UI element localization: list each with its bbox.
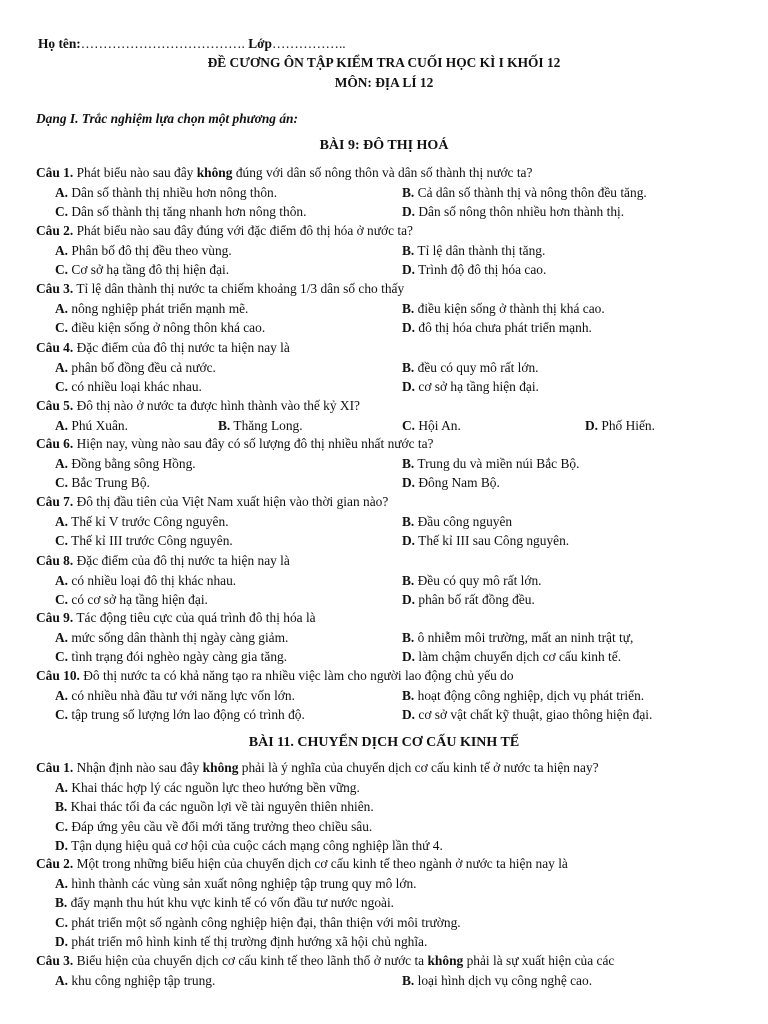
option-letter: B. xyxy=(218,417,231,433)
option-letter: C. xyxy=(55,262,69,277)
option-letter: B. xyxy=(55,895,68,910)
lesson9-q2-option-c xyxy=(55,262,229,278)
option-letter: A. xyxy=(55,184,69,200)
option-letter: B. xyxy=(402,300,415,316)
option-letter: A. xyxy=(55,417,69,433)
option-text: đẩy mạnh thu hút khu vực kinh tế có vốn đầu tư nước ngoài. xyxy=(70,895,395,910)
option-letter: B. xyxy=(55,799,68,814)
option-letter: A. xyxy=(55,687,69,703)
option-text: nông nghiệp phát triển mạnh mẽ. xyxy=(71,300,249,316)
option-text: Đầu công nguyên xyxy=(417,513,513,529)
question-text: Phát biểu nào sau đây xyxy=(76,165,194,180)
option-text: Tỉ lệ dân thành thị tăng. xyxy=(417,242,546,258)
lesson9-question-6 xyxy=(36,436,736,452)
lesson9-q6-option-b xyxy=(402,456,579,472)
lesson9-q9-option-b xyxy=(402,630,633,646)
option-letter: C. xyxy=(55,707,69,722)
option-letter: B. xyxy=(402,455,415,471)
question-text: Tỉ lệ dân thành thị nước ta chiếm khoảng 1/3 dân số cho thấy xyxy=(76,281,405,296)
question-text: Phát biểu nào sau đây đúng với đặc điểm đô thị hóa ở nước ta? xyxy=(76,223,413,238)
option-text: Tận dụng hiệu quả cơ hội của cuộc cách mạng công nghiệp lần thứ 4. xyxy=(71,838,443,853)
option-letter: D. xyxy=(402,320,416,335)
option-text: điều kiện sống ở nông thôn khá cao. xyxy=(71,320,266,335)
lesson9-q7-option-c xyxy=(55,533,233,549)
student-info-line xyxy=(38,36,346,52)
lesson9-q3-option-d xyxy=(402,320,592,336)
lesson9-q5-option-d xyxy=(585,418,655,434)
option-letter: A. xyxy=(55,513,69,529)
question-number: Câu 3. xyxy=(36,953,74,968)
option-letter: B. xyxy=(402,513,415,529)
option-text: Trình độ đô thị hóa cao. xyxy=(418,262,547,277)
option-letter: C. xyxy=(402,417,416,433)
question-text-rest: đúng với dân số nông thôn và dân số thành thị nước ta? xyxy=(235,165,533,180)
option-letter: A. xyxy=(55,779,69,795)
question-text: Biểu hiện của chuyển dịch cơ cấu kinh tế theo lãnh thổ ở nước ta xyxy=(76,953,425,968)
option-text: có cơ sở hạ tầng hiện đại. xyxy=(71,592,208,607)
lesson9-question-5 xyxy=(36,398,736,414)
question-text: Đặc điểm của đô thị nước ta hiện nay là xyxy=(76,340,290,355)
lesson9-question-10 xyxy=(36,668,736,684)
option-letter: A. xyxy=(55,572,69,588)
option-text: khu công nghiệp tập trung. xyxy=(71,972,216,988)
section-type: Dạng I. Trắc nghiệm lựa chọn một phương án: xyxy=(36,111,298,126)
lesson11-q1-option-c xyxy=(55,819,372,835)
question-number: Câu 10. xyxy=(36,668,80,683)
lesson11-q3-option-a xyxy=(55,973,215,989)
option-text: có nhiều loại đô thị khác nhau. xyxy=(71,572,237,588)
lesson11-q1-option-d xyxy=(55,838,443,854)
question-text: Đô thị nước ta có khả năng tạo ra nhiều việc làm cho người lao động chủ yếu do xyxy=(83,668,514,683)
question-text: Hiện nay, vùng nào sau đây có số lượng đô thị nhiều nhất nước ta? xyxy=(76,436,434,451)
option-text: phát triển mô hình kinh tế thị trường định hướng xã hội chủ nghĩa. xyxy=(71,934,428,949)
doc-subject: MÔN: ĐỊA LÍ 12 xyxy=(334,75,434,90)
lesson9-question-7 xyxy=(36,494,736,510)
option-letter: C. xyxy=(55,649,69,664)
option-text: Đông Nam Bộ. xyxy=(418,475,500,490)
lesson9-q10-option-b xyxy=(402,688,644,704)
option-letter: C. xyxy=(55,475,69,490)
option-text: Hội An. xyxy=(418,417,461,433)
lesson9-q1-option-b xyxy=(402,185,647,201)
option-letter: D. xyxy=(402,592,416,607)
lesson9-question-1 xyxy=(36,165,736,181)
question-number: Câu 4. xyxy=(36,340,74,355)
class-label: Lớp xyxy=(248,36,272,51)
option-text: Thế kỉ III sau Công nguyên. xyxy=(418,533,570,548)
option-text: cơ sở vật chất kỹ thuật, giao thông hiện đại. xyxy=(418,707,653,722)
lesson9-question-2 xyxy=(36,223,736,239)
lesson11-question-3 xyxy=(36,953,736,969)
lesson9-title: BÀI 9: ĐÔ THỊ HOÁ xyxy=(319,138,449,153)
option-letter: D. xyxy=(402,533,416,548)
question-number: Câu 1. xyxy=(36,165,74,180)
lesson11-q3-option-b xyxy=(402,973,592,989)
option-letter: B. xyxy=(402,629,415,645)
lesson11-q2-option-a xyxy=(55,876,417,892)
option-text: Dân số nông thôn nhiều hơn thành thị. xyxy=(418,204,625,219)
option-letter: D. xyxy=(402,204,416,219)
option-text: có nhiều loại khác nhau. xyxy=(71,379,202,394)
option-letter: D. xyxy=(55,934,69,949)
lesson11-question-1 xyxy=(36,760,736,776)
lesson9-q2-option-d xyxy=(402,262,546,278)
question-text: Một trong những biểu hiện của chuyển dịch cơ cấu kinh tế theo ngành ở nước ta hiện nay là xyxy=(76,856,568,871)
lesson9-question-9 xyxy=(36,610,736,626)
lesson9-q2-option-b xyxy=(402,243,545,259)
option-text: Phố Hiến. xyxy=(601,417,655,433)
lesson9-q3-option-b xyxy=(402,301,605,317)
option-letter: D. xyxy=(402,475,416,490)
question-text: Nhận định nào sau đây xyxy=(76,760,200,775)
lesson9-q10-option-c xyxy=(55,707,305,723)
option-letter: D. xyxy=(585,417,599,433)
option-letter: B. xyxy=(402,572,415,588)
option-text: Cả dân số thành thị và nông thôn đều tăng. xyxy=(417,184,647,200)
lesson9-q9-option-d xyxy=(402,649,621,665)
lesson9-q1-option-a xyxy=(55,185,277,201)
lesson11-question-2 xyxy=(36,856,736,872)
lesson9-q3-option-a xyxy=(55,301,248,317)
question-text: Đô thị nào ở nước ta được hình thành vào thế kỷ XI? xyxy=(76,398,360,413)
lesson11-q2-option-b xyxy=(55,895,394,911)
question-number: Câu 7. xyxy=(36,494,74,509)
lesson9-q8-option-a xyxy=(55,573,236,589)
option-text: có nhiều nhà đầu tư với năng lực vốn lớn. xyxy=(71,687,295,703)
lesson9-q8-option-d xyxy=(402,592,535,608)
option-letter: A. xyxy=(55,455,69,471)
question-number: Câu 8. xyxy=(36,553,74,568)
option-letter: B. xyxy=(402,242,415,258)
question-number: Câu 2. xyxy=(36,223,74,238)
option-text: Đều có quy mô rất lớn. xyxy=(417,572,542,588)
option-letter: B. xyxy=(402,184,415,200)
doc-title: ĐỀ CƯƠNG ÔN TẬP KIỂM TRA CUỐI HỌC KÌ I KHỐI 12 xyxy=(207,55,561,70)
option-text: Đáp ứng yêu cầu về đổi mới tăng trưởng theo chiều sâu. xyxy=(71,818,373,834)
lesson9-q9-option-a xyxy=(55,630,288,646)
option-letter: A. xyxy=(55,972,69,988)
question-number: Câu 6. xyxy=(36,436,74,451)
option-text: đô thị hóa chưa phát triển mạnh. xyxy=(418,320,592,335)
lesson9-q5-option-c xyxy=(402,418,461,434)
lesson9-q6-option-c xyxy=(55,475,150,491)
question-text-rest: phải là sự xuất hiện của các xyxy=(466,953,615,968)
option-text: điều kiện sống ở thành thị khá cao. xyxy=(417,300,605,316)
option-letter: D. xyxy=(55,838,69,853)
option-text: Đồng bằng sông Hồng. xyxy=(71,455,196,471)
name-blank: ………………………………. xyxy=(80,36,245,51)
question-keyword: không xyxy=(202,760,239,775)
option-text: tình trạng đói nghèo ngày càng gia tăng. xyxy=(71,649,288,664)
option-text: Dân số thành thị tăng nhanh hơn nông thôn. xyxy=(71,204,307,219)
question-number: Câu 9. xyxy=(36,610,74,625)
option-letter: D. xyxy=(402,262,416,277)
option-text: phát triển một số ngành công nghiệp hiện đại, thân thiện với môi trường. xyxy=(71,914,461,930)
lesson9-question-8 xyxy=(36,553,736,569)
option-text: Phân bố đô thị đều theo vùng. xyxy=(71,242,232,258)
name-label: Họ tên: xyxy=(38,36,81,51)
lesson9-q7-option-b xyxy=(402,514,512,530)
question-keyword: không xyxy=(196,165,233,180)
question-text: Đặc điểm của đô thị nước ta hiện nay là xyxy=(76,553,290,568)
lesson9-q2-option-a xyxy=(55,243,232,259)
option-text: phân bố rất đồng đều. xyxy=(418,592,535,607)
option-text: mức sống dân thành thị ngày càng giảm. xyxy=(71,629,289,645)
option-letter: A. xyxy=(55,242,69,258)
option-text: cơ sở hạ tầng hiện đại. xyxy=(418,379,539,394)
lesson9-q4-option-b xyxy=(402,360,539,376)
option-text: hình thành các vùng sản xuất nông nghiệp tập trung quy mô lớn. xyxy=(71,875,417,891)
lesson9-q8-option-c xyxy=(55,592,208,608)
lesson11-q1-option-a xyxy=(55,780,360,796)
question-text: Đô thị đầu tiên của Việt Nam xuất hiện vào thời gian nào? xyxy=(76,494,389,509)
question-number: Câu 3. xyxy=(36,281,74,296)
option-text: Khai thác hợp lý các nguồn lực theo hướng bền vững. xyxy=(71,779,360,795)
option-text: Khai thác tối đa các nguồn lợi về tài nguyên thiên nhiên. xyxy=(70,799,374,814)
option-letter: C. xyxy=(55,533,69,548)
option-letter: C. xyxy=(55,818,69,834)
lesson9-q6-option-d xyxy=(402,475,500,491)
lesson9-q4-option-a xyxy=(55,360,216,376)
option-letter: C. xyxy=(55,914,69,930)
option-letter: A. xyxy=(55,300,69,316)
lesson11-q2-option-d xyxy=(55,934,427,950)
lesson9-q1-option-d xyxy=(402,204,624,220)
question-text: Tác động tiêu cực của quá trình đô thị hóa là xyxy=(76,610,316,625)
lesson11-q2-option-c xyxy=(55,915,461,931)
option-letter: B. xyxy=(402,359,415,375)
option-text: ô nhiễm môi trường, mất an ninh trật tự, xyxy=(417,629,634,645)
lesson9-question-4 xyxy=(36,340,736,356)
lesson9-q7-option-a xyxy=(55,514,229,530)
option-text: Thế kỉ V trước Công nguyên. xyxy=(71,513,229,529)
option-letter: C. xyxy=(55,320,69,335)
option-letter: D. xyxy=(402,379,416,394)
option-text: Thế kỉ III trước Công nguyên. xyxy=(71,533,233,548)
option-text: loại hình dịch vụ công nghệ cao. xyxy=(417,972,593,988)
question-number: Câu 5. xyxy=(36,398,74,413)
lesson9-q10-option-d xyxy=(402,707,652,723)
option-text: hoạt động công nghiệp, dịch vụ phát triển. xyxy=(417,687,645,703)
lesson9-q4-option-c xyxy=(55,379,202,395)
lesson9-q9-option-c xyxy=(55,649,287,665)
lesson9-q3-option-c xyxy=(55,320,265,336)
lesson11-q1-option-b xyxy=(55,799,374,815)
question-keyword: không xyxy=(427,953,464,968)
option-text: Trung du và miền núi Bắc Bộ. xyxy=(417,455,580,471)
lesson9-q5-option-b xyxy=(218,418,303,434)
option-text: Dân số thành thị nhiều hơn nông thôn. xyxy=(71,184,278,200)
question-number: Câu 2. xyxy=(36,856,74,871)
option-text: tập trung số lượng lớn lao động có trình độ. xyxy=(71,707,305,722)
lesson9-q5-option-a xyxy=(55,418,128,434)
option-letter: A. xyxy=(55,875,69,891)
option-text: phân bố đồng đều cả nước. xyxy=(71,359,216,375)
question-number: Câu 1. xyxy=(36,760,74,775)
lesson9-question-3 xyxy=(36,281,736,297)
option-letter: A. xyxy=(55,359,69,375)
option-text: Cơ sở hạ tầng đô thị hiện đại. xyxy=(71,262,230,277)
option-letter: B. xyxy=(402,972,415,988)
lesson9-q10-option-a xyxy=(55,688,295,704)
class-blank: …………….. xyxy=(271,36,346,51)
option-letter: D. xyxy=(402,649,416,664)
lesson9-q7-option-d xyxy=(402,533,569,549)
lesson9-q1-option-c xyxy=(55,204,306,220)
lesson9-q6-option-a xyxy=(55,456,196,472)
option-letter: D. xyxy=(402,707,416,722)
lesson9-q4-option-d xyxy=(402,379,539,395)
option-text: làm chậm chuyển dịch cơ cấu kinh tế. xyxy=(418,649,622,664)
question-text-rest: phải là ý nghĩa của chuyển dịch cơ cấu kinh tế ở nước ta hiện nay? xyxy=(241,760,599,775)
option-letter: A. xyxy=(55,629,69,645)
option-letter: C. xyxy=(55,592,69,607)
lesson9-q8-option-b xyxy=(402,573,542,589)
option-text: Bắc Trung Bộ. xyxy=(71,475,150,490)
option-letter: C. xyxy=(55,379,69,394)
option-letter: C. xyxy=(55,204,69,219)
option-letter: B. xyxy=(402,687,415,703)
option-text: Thăng Long. xyxy=(233,417,303,433)
lesson11-title: BÀI 11. CHUYỂN DỊCH CƠ CẤU KINH TẾ xyxy=(248,735,520,750)
option-text: Phú Xuân. xyxy=(71,417,128,433)
option-text: đều có quy mô rất lớn. xyxy=(417,359,539,375)
